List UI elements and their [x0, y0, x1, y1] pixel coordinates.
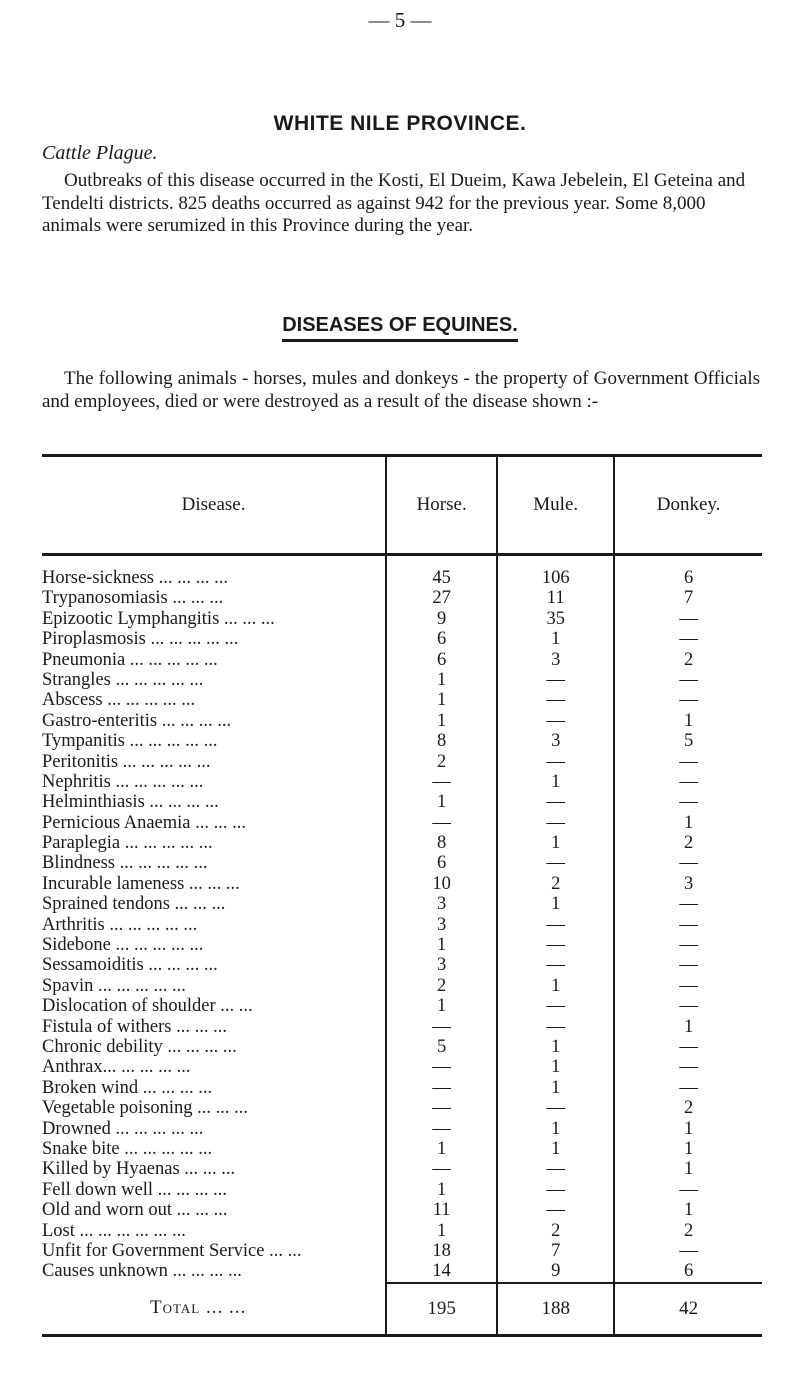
mule-cell: —	[496, 915, 613, 935]
mule-cell: —	[496, 1200, 613, 1220]
total-label-cell	[42, 1282, 385, 1334]
disease-cell: Fistula of withers ... ... ...	[42, 1016, 227, 1037]
horse-cell: 1	[385, 711, 496, 731]
table-header-row	[42, 457, 762, 556]
horse-cell: 1	[385, 670, 496, 690]
table-bottom-rule	[42, 1334, 762, 1337]
donkey-cell: 6	[613, 568, 762, 588]
disease-cell: Sidebone ... ... ... ... ...	[42, 935, 204, 956]
donkey-cell: 2	[613, 650, 762, 670]
disease-cell: Lost ... ... ... ... ... ...	[42, 1220, 186, 1241]
table-row	[42, 650, 762, 670]
table-row	[42, 772, 762, 792]
donkey-cell: 1	[613, 813, 762, 833]
donkey-cell: 7	[613, 588, 762, 608]
table-row	[42, 1098, 762, 1118]
equines-heading-text: DISEASES OF EQUINES.	[282, 314, 518, 342]
mule-cell: —	[496, 792, 613, 812]
mule-cell: 1	[496, 772, 613, 792]
horse-cell: 6	[385, 629, 496, 649]
table-row	[42, 690, 762, 710]
disease-cell: Peritonitis ... ... ... ... ...	[42, 751, 211, 772]
mule-cell: 11	[496, 588, 613, 608]
equine-deaths-table	[42, 454, 762, 1337]
donkey-cell: —	[613, 976, 762, 996]
mule-cell: 1	[496, 976, 613, 996]
page-number: — 5 —	[368, 8, 432, 32]
mule-cell: —	[496, 813, 613, 833]
disease-cell: Nephritis ... ... ... ... ...	[42, 771, 204, 792]
mule-cell: 1	[496, 1078, 613, 1098]
horse-cell: 14	[385, 1261, 496, 1281]
table-row	[42, 1221, 762, 1241]
mule-cell: —	[496, 1159, 613, 1179]
horse-cell: 1	[385, 690, 496, 710]
donkey-cell: —	[613, 894, 762, 914]
table-row	[42, 813, 762, 833]
donkey-cell: 2	[613, 1098, 762, 1118]
mule-cell: 3	[496, 731, 613, 751]
donkey-cell: —	[613, 609, 762, 629]
total-label: Total ... ...	[150, 1296, 247, 1318]
horse-cell: 3	[385, 894, 496, 914]
disease-cell: Trypanosomiasis ... ... ...	[42, 588, 224, 609]
horse-cell: 1	[385, 792, 496, 812]
mule-cell: 35	[496, 609, 613, 629]
mule-cell: —	[496, 935, 613, 955]
donkey-cell: —	[613, 1241, 762, 1261]
total-mule: 188	[496, 1282, 613, 1334]
donkey-cell: 1	[613, 1200, 762, 1220]
disease-cell: Piroplasmosis ... ... ... ... ...	[42, 629, 239, 650]
donkey-cell: —	[613, 853, 762, 873]
donkey-cell: —	[613, 1037, 762, 1057]
mule-cell: 1	[496, 1037, 613, 1057]
horse-cell: —	[385, 1098, 496, 1118]
header-disease: Disease.	[181, 494, 246, 515]
table-row	[42, 792, 762, 812]
donkey-cell: 3	[613, 874, 762, 894]
table-row	[42, 1139, 762, 1159]
donkey-cell: —	[613, 690, 762, 710]
donkey-cell: 6	[613, 1261, 762, 1281]
disease-cell: Gastro-enteritis ... ... ... ...	[42, 710, 232, 731]
table-row	[42, 976, 762, 996]
mule-cell: —	[496, 955, 613, 975]
horse-cell: 3	[385, 915, 496, 935]
table-row	[42, 1180, 762, 1200]
header-horse: Horse.	[385, 457, 496, 553]
donkey-cell: 2	[613, 1221, 762, 1241]
header-mule: Mule.	[496, 457, 613, 553]
table-row	[42, 711, 762, 731]
mule-cell: —	[496, 670, 613, 690]
disease-cell: Anthrax... ... ... ... ...	[42, 1057, 191, 1078]
table-row	[42, 1017, 762, 1037]
horse-cell: 8	[385, 731, 496, 751]
mule-cell: 1	[496, 894, 613, 914]
table-row	[42, 670, 762, 690]
mule-cell: 1	[496, 1057, 613, 1077]
disease-cell: Old and worn out ... ... ...	[42, 1200, 228, 1221]
table-row	[42, 935, 762, 955]
disease-cell: Vegetable poisoning ... ... ...	[42, 1098, 249, 1119]
horse-cell: 2	[385, 752, 496, 772]
horse-cell: 8	[385, 833, 496, 853]
disease-cell: Tympanitis ... ... ... ... ...	[42, 731, 218, 752]
table-row	[42, 629, 762, 649]
horse-cell: 5	[385, 1037, 496, 1057]
donkey-cell: 1	[613, 1017, 762, 1037]
table-row	[42, 1037, 762, 1057]
mule-cell: —	[496, 752, 613, 772]
disease-cell: Chronic debility ... ... ... ...	[42, 1036, 237, 1057]
mule-cell: 2	[496, 874, 613, 894]
table-row	[42, 853, 762, 873]
horse-cell: 27	[385, 588, 496, 608]
donkey-cell: —	[613, 996, 762, 1016]
horse-cell: —	[385, 1057, 496, 1077]
mule-cell: —	[496, 853, 613, 873]
table-row	[42, 1261, 762, 1281]
mule-cell: 7	[496, 1241, 613, 1261]
horse-cell: —	[385, 1119, 496, 1139]
horse-cell: 9	[385, 609, 496, 629]
table-row	[42, 833, 762, 853]
mule-cell: —	[496, 1098, 613, 1118]
disease-cell: Sprained tendons ... ... ...	[42, 894, 226, 915]
mule-cell: —	[496, 690, 613, 710]
horse-cell: 1	[385, 1180, 496, 1200]
horse-cell: 10	[385, 874, 496, 894]
horse-cell: —	[385, 1159, 496, 1179]
disease-cell: Helminthiasis ... ... ... ...	[42, 792, 219, 813]
total-horse: 195	[385, 1282, 496, 1334]
horse-cell: 3	[385, 955, 496, 975]
section-heading-cattle-plague: Cattle Plague.	[42, 142, 158, 164]
table-row	[42, 915, 762, 935]
donkey-cell: —	[613, 752, 762, 772]
table-row	[42, 1057, 762, 1077]
mule-cell: 9	[496, 1261, 613, 1281]
donkey-cell: —	[613, 1057, 762, 1077]
horse-cell: 6	[385, 853, 496, 873]
horse-cell: 45	[385, 568, 496, 588]
mule-cell: 3	[496, 650, 613, 670]
disease-cell: Incurable lameness ... ... ...	[42, 873, 240, 894]
donkey-cell: 1	[613, 711, 762, 731]
mule-cell: —	[496, 996, 613, 1016]
horse-cell: 1	[385, 996, 496, 1016]
disease-cell: Killed by Hyaenas ... ... ...	[42, 1159, 236, 1180]
disease-cell: Pernicious Anaemia ... ... ...	[42, 812, 246, 833]
disease-cell: Causes unknown ... ... ... ...	[42, 1261, 242, 1282]
disease-cell: Paraplegia ... ... ... ... ...	[42, 833, 213, 854]
mule-cell: 1	[496, 1119, 613, 1139]
disease-cell: Drowned ... ... ... ... ...	[42, 1118, 204, 1139]
disease-cell: Arthritis ... ... ... ... ...	[42, 914, 198, 935]
horse-cell: —	[385, 813, 496, 833]
table-row	[42, 955, 762, 975]
table-row	[42, 752, 762, 772]
donkey-cell: 1	[613, 1159, 762, 1179]
horse-cell: 1	[385, 1139, 496, 1159]
table-row	[42, 588, 762, 608]
table-row	[42, 1200, 762, 1220]
mule-cell: 1	[496, 833, 613, 853]
table-row	[42, 894, 762, 914]
mule-cell: 1	[496, 1139, 613, 1159]
disease-cell: Snake bite ... ... ... ... ...	[42, 1138, 213, 1159]
horse-cell: 6	[385, 650, 496, 670]
province-title: WHITE NILE PROVINCE.	[273, 112, 527, 135]
donkey-cell: —	[613, 629, 762, 649]
donkey-cell: —	[613, 772, 762, 792]
horse-cell: 18	[385, 1241, 496, 1261]
horse-cell: 1	[385, 1221, 496, 1241]
horse-cell: —	[385, 1078, 496, 1098]
donkey-cell: 5	[613, 731, 762, 751]
cattle-plague-paragraph: Outbreaks of this disease occurred in the Kosti, El Dueim, Kawa Jebelein, El Geteina and Tendelti districts. 825 deaths occurred as against 942 for the previous year. Some 8,000 animals were serumized in this Province during the year.	[42, 170, 746, 236]
disease-cell: Spavin ... ... ... ... ...	[42, 975, 186, 996]
table-row	[42, 568, 762, 588]
table-body-spacer	[42, 556, 762, 568]
donkey-cell: 2	[613, 833, 762, 853]
donkey-cell: —	[613, 1180, 762, 1200]
disease-cell: Horse-sickness ... ... ... ...	[42, 568, 229, 588]
mule-cell: —	[496, 1180, 613, 1200]
mule-cell: 1	[496, 629, 613, 649]
donkey-cell: —	[613, 1078, 762, 1098]
disease-cell: Sessamoiditis ... ... ... ...	[42, 955, 218, 976]
table-row	[42, 1119, 762, 1139]
header-donkey: Donkey.	[613, 457, 762, 553]
table-body	[42, 556, 762, 1282]
mule-cell: —	[496, 711, 613, 731]
table-total-row	[42, 1282, 762, 1334]
donkey-cell: —	[613, 915, 762, 935]
table-row	[42, 996, 762, 1016]
disease-cell: Abscess ... ... ... ... ...	[42, 690, 196, 711]
disease-cell: Broken wind ... ... ... ...	[42, 1077, 213, 1098]
disease-cell: Strangles ... ... ... ... ...	[42, 669, 204, 690]
table-row	[42, 874, 762, 894]
disease-cell: Dislocation of shoulder ... ...	[42, 996, 253, 1017]
table-row	[42, 1159, 762, 1179]
table-row	[42, 731, 762, 751]
disease-cell: Fell down well ... ... ... ...	[42, 1179, 227, 1200]
horse-cell: 1	[385, 935, 496, 955]
donkey-cell: —	[613, 955, 762, 975]
donkey-cell: —	[613, 670, 762, 690]
donkey-cell: —	[613, 935, 762, 955]
mule-cell: 106	[496, 568, 613, 588]
horse-cell: 11	[385, 1200, 496, 1220]
table-row	[42, 609, 762, 629]
disease-cell: Unfit for Government Service ... ...	[42, 1240, 302, 1261]
disease-cell: Blindness ... ... ... ... ...	[42, 853, 208, 874]
donkey-cell: 1	[613, 1139, 762, 1159]
mule-cell: —	[496, 1017, 613, 1037]
table-row	[42, 1241, 762, 1261]
total-donkey: 42	[613, 1282, 762, 1334]
horse-cell: —	[385, 1017, 496, 1037]
disease-cell: Pneumonia ... ... ... ... ...	[42, 649, 218, 670]
table-row	[42, 1078, 762, 1098]
mule-cell: 2	[496, 1221, 613, 1241]
equines-heading	[0, 314, 800, 342]
horse-cell: —	[385, 772, 496, 792]
donkey-cell: —	[613, 792, 762, 812]
donkey-cell: 1	[613, 1119, 762, 1139]
equines-intro-paragraph: The following animals - horses, mules and donkeys - the property of Government Officials and employees, died or were destroyed as a result of the disease shown :-	[42, 368, 760, 412]
horse-cell: 2	[385, 976, 496, 996]
disease-cell: Epizootic Lymphangitis ... ... ...	[42, 608, 275, 629]
